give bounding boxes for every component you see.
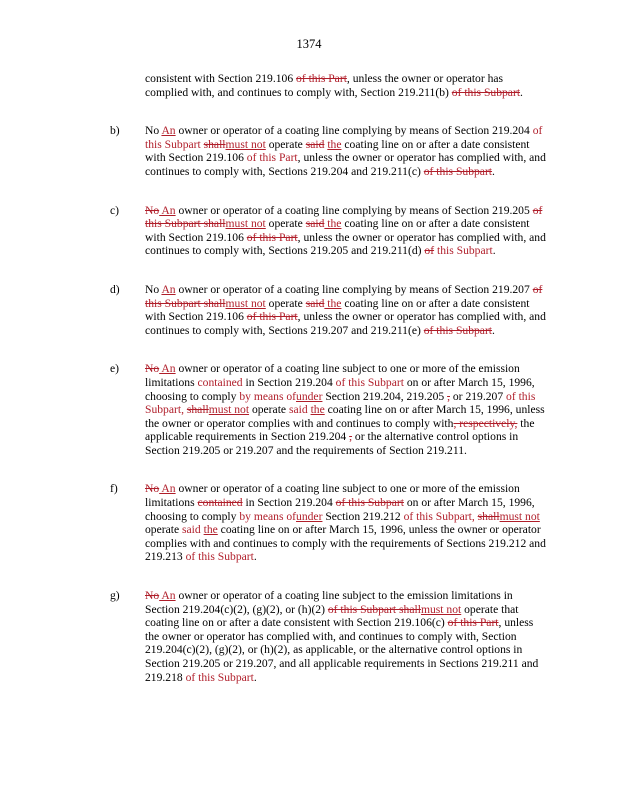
deleted-text: of this Subpart (335, 496, 404, 510)
text-run: operate (265, 217, 306, 231)
deleted-text: No (145, 589, 160, 603)
text-run: coating line on or after a date consistent with Section 219.106 (145, 217, 530, 244)
inserted-text: said (182, 523, 201, 537)
inserted-text: said (288, 403, 308, 417)
text-run: No (145, 282, 162, 296)
text-run: on or after March 15, 1996, choosing to comply (145, 375, 535, 403)
deleted-text: of this Subpart shall (145, 282, 543, 310)
text-run: owner or operator of a coating line complying by means of Section 219.204 (175, 124, 533, 138)
text-run: operate (265, 137, 306, 151)
inserted-underlined-text: must not (225, 296, 266, 310)
deleted-text: shall (477, 509, 500, 523)
text-run: , unless the owner or operator has complied with, and continues to comply with, Sections 219.207 and 219.211(e) (145, 310, 546, 337)
inserted-underlined-text: must not (499, 509, 540, 523)
deleted-text: shall (203, 137, 226, 151)
inserted-underlined-text: the (324, 296, 342, 310)
inserted-text: by means of (239, 509, 297, 523)
text-run: . (253, 550, 257, 564)
inserted-underlined-text: An (159, 203, 176, 217)
paragraph-text (145, 589, 547, 684)
deleted-text: said (305, 137, 325, 151)
paragraph-letter: f) (110, 482, 118, 496)
paragraph-letter: d) (110, 282, 120, 296)
text-run: coating line on or after a date consistent with Section 219.106 (145, 137, 530, 165)
paragraph-d (0, 283, 618, 337)
paragraph-b (0, 124, 618, 178)
inserted-underlined-text: the (324, 217, 342, 231)
inserted-text: of this Part (246, 151, 298, 165)
text-run: coating line on or after March 15, 1996, unless the owner or operator complies with and continues to comply with (145, 403, 545, 430)
paragraph-letter: g) (110, 589, 120, 603)
text-run: , unless the owner or operator has complied with, and continues to comply with, Sections 219.205 and 219.211(d) (145, 230, 546, 258)
deleted-text: of this Subpart shall (145, 203, 543, 231)
text-run: operate (145, 523, 183, 537)
text-run: or the alternative control options in Section 219.205 or 219.207 and the requirements of Section 219.211. (145, 430, 519, 457)
inserted-underlined-text: An (159, 482, 176, 496)
text-run: owner or operator of a coating line subject to one or more of the emission limitations (145, 482, 520, 510)
inserted-text: of this Subpart (185, 670, 254, 684)
paragraph-f (0, 482, 618, 564)
inserted-text: of this Subpart (185, 550, 254, 564)
deleted-text: of (424, 244, 435, 258)
paragraph-letter: b) (110, 124, 120, 138)
text-run: coating line on or after a date consistent with Section 219.106 (145, 296, 530, 324)
inserted-text: of this Subpart (335, 375, 404, 389)
text-run: in Section 219.204 (242, 496, 336, 510)
paragraph-letter: e) (110, 362, 120, 376)
inserted-text: contained (197, 375, 243, 389)
deleted-text: said (305, 296, 325, 310)
text-run: Section 219.212 (322, 509, 404, 523)
text-run: or 219.207 (449, 389, 507, 403)
text-run: , unless the owner or operator has complied with, and continues to comply with, Section 219.211(b) (145, 72, 504, 99)
text-run: owner or operator of a coating line subject to one or more of the emission limitations (145, 362, 520, 389)
inserted-text: of this Subpart, (403, 509, 475, 523)
text-run: . (492, 164, 495, 178)
deleted-text: of this Subpart shall (327, 602, 421, 616)
text-run: Section 219.204, 219.205 (322, 389, 448, 403)
text-run: . (492, 323, 495, 337)
paragraph-text (145, 362, 547, 457)
inserted-underlined-text: under (296, 509, 323, 523)
inserted-underlined-text: the (327, 137, 342, 151)
inserted-underlined-text: the (203, 523, 218, 537)
text-run: No (145, 124, 162, 138)
paragraph-continued (0, 72, 618, 99)
text-run: . (520, 85, 523, 99)
paragraph-text (145, 482, 547, 564)
text-run: the applicable requirements in Section 219.204 (145, 416, 535, 444)
text-run: . (253, 670, 257, 684)
deleted-text: of this Part (296, 72, 347, 85)
deleted-text: , (349, 430, 353, 444)
text-run: in Section 219.204 (242, 375, 336, 389)
text-run: consistent with Section 219.106 (145, 72, 297, 85)
inserted-text: by means of (239, 389, 297, 403)
text-run: owner or operator of a coating line complying by means of Section 219.207 (175, 282, 533, 296)
paragraph-text (145, 283, 547, 337)
text-run: on or after March 15, 1996, choosing to comply (145, 496, 535, 523)
text-run: owner or operator of a coating line complying by means of Section 219.205 (175, 203, 533, 217)
deleted-text: contained (197, 496, 243, 510)
paragraph-c (0, 204, 618, 258)
inserted-text: of this Subpart, (145, 389, 536, 417)
text-run: operate that coating line on or after a date consistent with Section 219.106(c) (145, 602, 519, 630)
inserted-underlined-text: must not (420, 602, 462, 616)
deleted-text: , respectively, (453, 416, 518, 430)
deleted-text: of this Subpart (451, 85, 521, 99)
inserted-underlined-text: must not (225, 217, 266, 231)
inserted-text: of this Subpart (145, 124, 543, 151)
inserted-underlined-text: must not (208, 403, 250, 417)
paragraph-text (145, 204, 547, 258)
inserted-underlined-text: An (161, 282, 176, 296)
inserted-underlined-text: under (296, 389, 323, 403)
inserted-underlined-text: An (161, 124, 176, 138)
deleted-text: of this Subpart (423, 164, 493, 178)
inserted-underlined-text: An (159, 362, 176, 376)
deleted-text: of this Subpart (423, 323, 493, 337)
paragraph-g (0, 589, 618, 684)
text-run: coating line on or after March 15, 1996, unless the owner or operator complies with and continues to comply with the requirements of Sections 219.212 and 219.213 (145, 523, 546, 564)
deleted-text: , (447, 389, 450, 403)
inserted-underlined-text: An (159, 589, 176, 603)
text-run: , unless the owner or operator has complied with, and continues to comply with, Section 219.204(c)(2), (g)(2), or (h)(2), as applicable, or the alternative control options in Section 219.205 or 219.207, and all applicable requirements in Sections 219.211 and 219.218 (145, 616, 539, 684)
document-body (0, 72, 618, 709)
deleted-text: No (145, 362, 160, 376)
inserted-underlined-text: must not (225, 137, 266, 151)
text-run: . (492, 244, 496, 258)
paragraph-text (145, 72, 547, 99)
deleted-text: said (305, 217, 325, 231)
deleted-text: of this Part (246, 230, 298, 244)
text-run: operate (265, 296, 306, 310)
inserted-underlined-text: the (310, 403, 325, 417)
deleted-text: of this Part (246, 310, 298, 324)
deleted-text: of this Part (447, 616, 499, 630)
page-number: 1374 (296, 37, 322, 51)
text-run: owner or operator of a coating line subject to the emission limitations in Section 219.204(c)(2), (g)(2), or (h)(2) (145, 589, 513, 616)
inserted-text: this Subpart (436, 244, 493, 258)
paragraph-letter: c) (110, 203, 120, 217)
text-run: , unless the owner or operator has complied with, and continues to comply with, Sections 219.204 and 219.211(c) (145, 151, 546, 178)
deleted-text: shall (186, 403, 209, 417)
deleted-text: No (145, 203, 160, 217)
paragraph-text (145, 124, 547, 178)
paragraph-e (0, 362, 618, 457)
text-run: operate (249, 403, 289, 417)
deleted-text: No (145, 482, 160, 496)
